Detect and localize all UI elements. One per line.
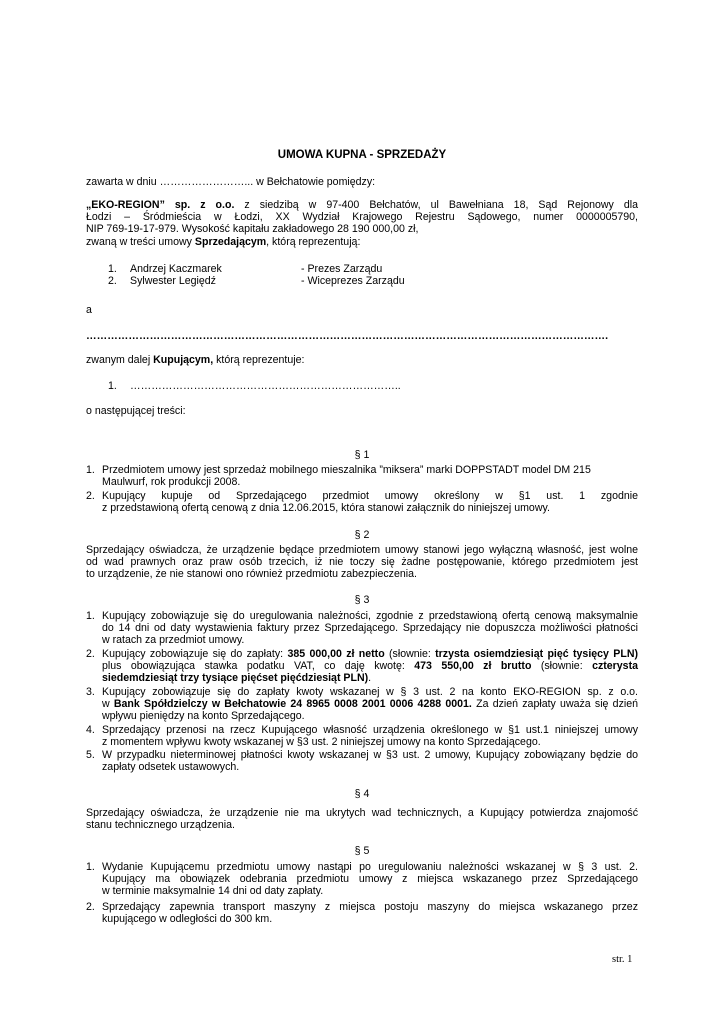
content-intro: o następującej treści: [86, 405, 186, 417]
seller-name: „EKO-REGION” sp. z o.o. [86, 199, 235, 211]
representative-role: - Prezes Zarządu [301, 263, 383, 275]
seller-line-4: zwaną w treści umowy Sprzedającym, którą reprezentują: [86, 236, 361, 248]
seller-line-2: Łodzi – Śródmieścia w Łodzi, XX Wydział Krajowego Rejestru Sądowego, numer 0000005790, [86, 211, 638, 223]
s2-line-2: od wad prawnych oraz praw osób trzecich, iż nie toczy się żadne postępowanie, którego przedmiotem jest [86, 556, 638, 568]
buyer-rep-num: 1. [108, 380, 117, 392]
s2-line-3: to urządzenie, że nie stanowi ono również przedmiotu zabezpieczenia. [86, 568, 417, 580]
representative-num: 2. [108, 275, 117, 287]
s4-line-1: Sprzedający oświadcza, że urządzenie nie ma ukrytych wad technicznych, a Kupujący potwierdza znajomość [86, 807, 638, 819]
representative-name: Andrzej Kaczmarek [130, 263, 222, 275]
s4-line-2: stanu technicznego urządzenia. [86, 819, 236, 831]
representative-num: 1. [108, 263, 117, 275]
seller-line-1: „EKO-REGION” sp. z o.o. z siedzibą w 97-400 Bełchatów, ul Bawełniana 18, Sąd Rejonowy dla [86, 199, 638, 211]
page-number: str. 1 [612, 954, 633, 965]
buyer-name-placeholder: …………………………………………………………………………………………………………………………………. [86, 330, 609, 342]
and-word: a [86, 304, 92, 316]
document-page: UMOWA KUPNA - SPRZEDAŻY zawarta w dniu ……………………... w Bełchatowie pomiędzy: „EKO-REGION” sp. z o.o. z siedzibą w 97-400 Bełchatów, ul Bawełniana 18, Sąd Rejonowy dla Łodzi – Śródmieścia w Łodzi, XX Wydział Krajowego Rejestru Sądowego, numer 0000005790, NIP 769-19-17-979. Wysokość kapitału zakładowego 28 190 000,00 zł, zwaną w treści umowy Sprzedającym, którą reprezentują: 1. Andrzej Kaczmarek - Prezes Zarządu 2. Sylwester Legiędź - Wiceprezes Zarządu a …………………………………………………………………………………………………………………………………. zwanym dalej Kupującym, którą reprezentuje: 1. ………………………………………………………………….. o następującej treści: § 1 1. Przedmiotem umowy jest sprzedaż mobilnego mieszalnika ”miksera” marki DOPPSTADT model DM 215 Maulwurf, rok produkcji 2008. 2. Kupujący kupuje od Sprzedającego przedmiot umowy określony w §1 ust. 1 zgodnie z przedstawioną ofertą cenową z dnia 12.06.2015, która stanowi załącznik do niniejszej umowy. § 2 Sprzedający oświadcza, że urządzenie będące przedmiotem umowy stanowi jego wyłączną własność, jest wolne od wad prawnych oraz praw osób trzecich, iż nie toczy się żadne postępowanie, którego przedmiotem jest to urządzenie, że nie stanowi ono również przedmiotu zabezpieczenia. § 3 1. Kupujący zobowiązuje się do uregulowania należności, zgodnie z przedstawioną ofertą cenową maksymalnie do 14 dni od daty wystawienia faktury przez Sprzedającego. Sprzedający nie dopuszcza możliwości płatności w ratach za przedmiot umowy. 2. Kupujący zobowiązuje się do zapłaty: 385 000,00 zł netto (słownie: trzysta osiemdziesiąt pięć tysięcy PLN) plus obowiązująca stawka podatku VAT, co daję kwotę: 473 550,00 zł brutto (słownie: czterysta siedemdziesiąt trzy tysiące pięćset pięćdziesiąt PLN). 3. Kupujący zobowiązuje się do zapłaty kwoty wskazanej w § 3 ust. 2 na konto EKO-REGION sp. z o.o. w Bank Spółdzielczy w Bełchatowie 24 8965 0008 2001 0006 4288 0001. Za dzień zapłaty uważa się dzień wpływu pieniędzy na konto Sprzedającego. 4. Sprzedający przenosi na rzecz Kupującego własność urządzenia określonego w §1 ust.1 niniejszej umowy z momentem wpływu kwoty wskazanej w §3 ust. 2 niniejszej umowy na konto Sprzedającego. 5. W przypadku nieterminowej płatności kwoty wskazanej w §3 ust. 2 umowy, Kupujący zobowiązany będzie do zapłaty odsetek ustawowych. § 4 Sprzedający oświadcza, że urządzenie nie ma ukrytych wad technicznych, a Kupujący potwierdza znajomość stanu technicznego urządzenia. § 5 1. Wydanie Kupującemu przedmiotu umowy nastąpi po uregulowaniu należności wskazanej w § 3 ust. 2. Kupujący ma obowiązek odebrania przedmiotu umowy z miejsca wskazanego przez Sprzedającego w terminie maksymalnie 14 dni od daty zapłaty. 2. Sprzedający zapewnia transport maszyny z miejsca postoju maszyny do miejsca wskazanego przez kupującego w odległości do 300 km. [86, 149, 639, 926]
intro-line: zawarta w dniu ……………………... w Bełchatowie pomiędzy: [86, 176, 376, 188]
seller-line-3: NIP 769-19-17-979. Wysokość kapitału zakładowego 28 190 000,00 zł, [86, 223, 419, 235]
s2-line-1: Sprzedający oświadcza, że urządzenie będące przedmiotem umowy stanowi jego wyłączną własność, jest wolne [86, 544, 638, 556]
document-title: UMOWA KUPNA - SPRZEDAŻY [277, 149, 447, 161]
section-1-heading: § 1 [354, 449, 370, 461]
section-3-heading: § 3 [354, 594, 370, 606]
section-4-heading: § 4 [354, 788, 370, 800]
representative-role: - Wiceprezes Zarządu [301, 275, 405, 287]
section-5-heading: § 5 [354, 845, 370, 857]
representative-name: Sylwester Legiędź [130, 275, 216, 287]
section-2-heading: § 2 [354, 529, 370, 541]
buyer-line: zwanym dalej Kupującym, którą reprezentuje: [86, 354, 305, 366]
buyer-rep-placeholder: ………………………………………………………………….. [130, 380, 401, 392]
